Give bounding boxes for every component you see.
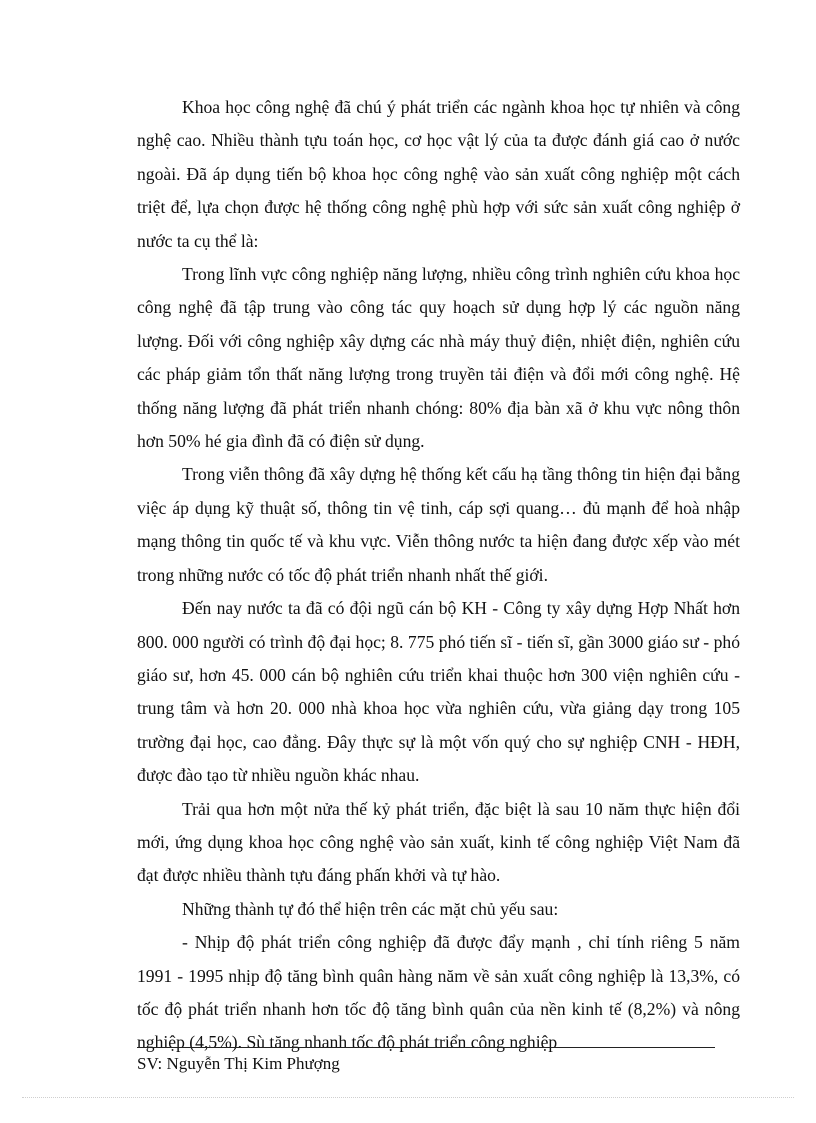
paragraph: Trong viễn thông đã xây dựng hệ thống kết cấu hạ tầng thông tin hiện đại bằng việc áp dụng kỹ thuật số, thông tin vệ tinh, cáp sợi quang… đủ mạnh để hoà nhập mạng thông tin quốc tế và khu vực. Viễn thông nước ta hiện đang được xếp vào mét trong những nước có tốc độ phát triển nhanh nhất thế giới. <box>137 464 740 585</box>
paragraph: - Nhịp độ phát triển công nghiệp đã được đẩy mạnh , chỉ tính riêng 5 năm 1991 - 1995 nhịp độ tăng bình quân hàng năm về sản xuất công nghiệp là 13,3%, có tốc độ phát triển nhanh hơn tốc độ tăng bình quân của nền kinh tế (8,2%) và nông nghiệp (4,5%). Sù tăng nhanh tốc độ phát triển công nghiệp <box>137 932 740 1053</box>
paragraph: Đến nay nước ta đã có đội ngũ cán bộ KH - Công ty xây dựng Hợp Nhất hơn 800. 000 người có trình độ đại học; 8. 775 phó tiến sĩ - tiến sĩ, gần 3000 giáo sư - phó giáo sư, hơn 45. 000 cán bộ nghiên cứu triển khai thuộc hơn 300 viện nghiên cứu - trung tâm và hơn 20. 000 nhà khoa học vừa nghiên cứu, vừa giảng dạy trong 105 trường đại học, cao đẳng. Đây thực sự là một vốn quý cho sự nghiệp CNH - HĐH, được đào tạo từ nhiều nguồn khác nhau. <box>137 598 740 786</box>
paragraph: Trải qua hơn một nửa thế kỷ phát triển, đặc biệt là sau 10 năm thực hiện đổi mới, ứng dụng khoa học công nghệ vào sản xuất, kinh tế công nghiệp Việt Nam đã đạt được nhiều thành tựu đáng phấn khởi và tự hào. <box>137 798 740 886</box>
footer-author: SV: Nguyễn Thị Kim Phượng <box>137 1054 340 1073</box>
paragraph: Khoa học công nghệ đã chú ý phát triển các ngành khoa học tự nhiên và công nghệ cao. Nhiều thành tựu toán học, cơ học vật lý của ta được đánh giá cao ở nước ngoài. Đã áp dụng tiến bộ khoa học công nghệ vào sản xuất công nghiệp một cách triệt để, lựa chọn được hệ thống công nghệ phù hợp với sức sản xuất công nghiệp ở nước ta cụ thể là: <box>137 97 740 251</box>
paragraph: Trong lĩnh vực công nghiệp năng lượng, nhiều công trình nghiên cứu khoa học công nghệ đã tập trung vào công tác quy hoạch sử dụng hợp lý các nguồn năng lượng. Đối với công nghiệp xây dựng các nhà máy thuỷ điện, nhiệt điện, nghiên cứu các pháp giảm tổn thất năng lượng trong truyền tải điện và đổi mới công nghệ. Hệ thống năng lượng đã phát triển nhanh chóng: 80% địa bàn xã ở khu vực nông thôn hơn 50% hé gia đình đã có điện sử dụng. <box>137 264 740 452</box>
footer-divider <box>137 1047 715 1048</box>
page-bottom-border <box>22 1097 794 1098</box>
paragraph: Những thành tự đó thể hiện trên các mặt chủ yếu sau: <box>182 898 559 919</box>
document-body <box>137 91 740 1060</box>
